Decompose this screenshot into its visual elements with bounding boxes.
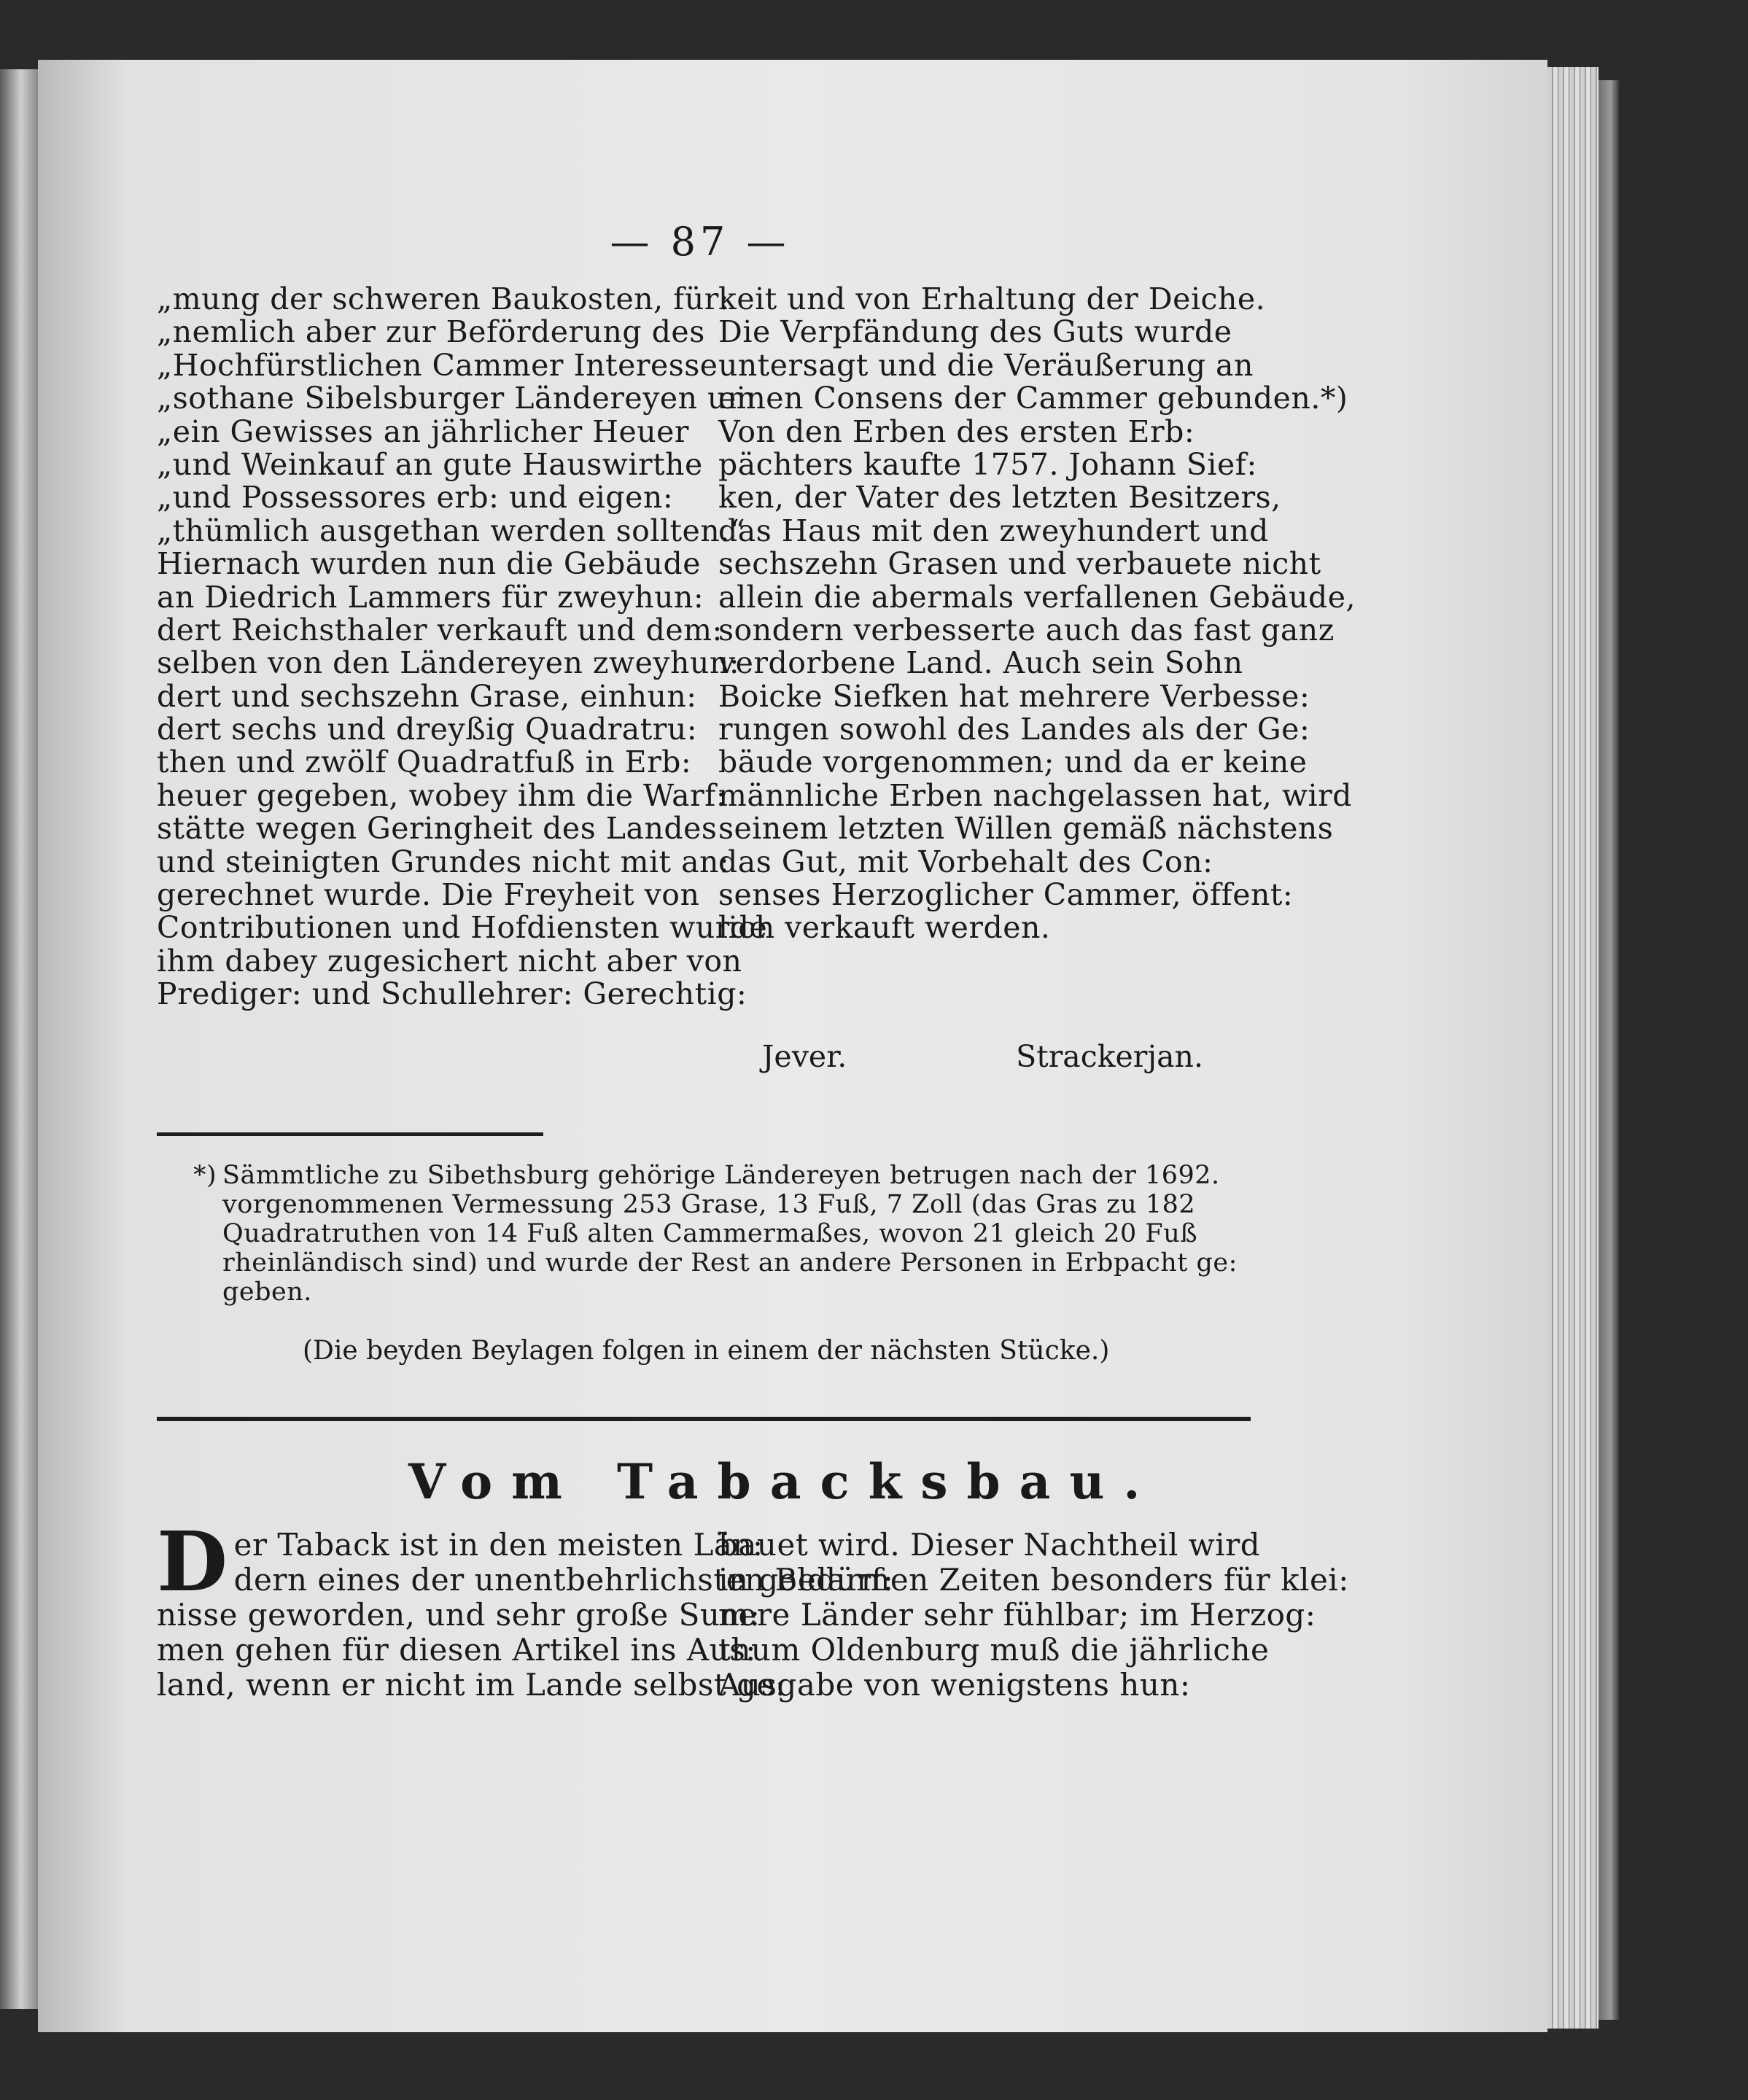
cover-edge	[1599, 80, 1619, 2020]
section-divider	[157, 1417, 1251, 1421]
page-number: — 87 —	[610, 219, 791, 265]
section-title: Vom Tabacksbau.	[408, 1453, 1159, 1510]
text-line: „thümlich ausgethan werden sollten.“	[157, 513, 746, 548]
text-line: nisse geworden, und sehr große Sum:	[157, 1597, 761, 1633]
signature-row	[762, 1039, 1203, 1076]
text-line: men gehen für diesen Artikel ins Aus:	[157, 1632, 756, 1668]
text-line: das Gut, mit Vorbehalt des Con:	[718, 844, 1213, 879]
text-line: Quadratruthen von 14 Fuß alten Cammermaßes, wovon 21 gleich 20 Fuß	[222, 1219, 1198, 1248]
text-line: nere Länder sehr fühlbar; im Herzog:	[718, 1597, 1316, 1633]
text-line: „Hochfürstlichen Cammer Interesse	[157, 347, 718, 383]
text-line: Die Verpfändung des Guts wurde	[718, 314, 1232, 350]
text-line: das Haus mit den zweyhundert und	[718, 513, 1269, 548]
text-line: dert und sechszehn Grase, einhun:	[157, 678, 697, 714]
text-line: ken, der Vater des letzten Besitzers,	[718, 480, 1281, 516]
text-line: thum Oldenburg muß die jährliche	[718, 1632, 1270, 1668]
text-line: Boicke Siefken hat mehrere Verbesse:	[718, 678, 1310, 714]
stacked-page-edges	[1547, 67, 1599, 2029]
text-line: und steinigten Grundes nicht mit an:	[157, 844, 730, 879]
footnote-divider	[157, 1132, 543, 1136]
text-line: then und zwölf Quadratfuß in Erb:	[157, 744, 692, 780]
text-line: dern eines der unentbehrlichsten Bedürf:	[233, 1562, 894, 1598]
right-column-bottom	[718, 1527, 1349, 1703]
left-column-top	[157, 281, 768, 1012]
text-line: land, wenn er nicht im Lande selbst ge:	[157, 1667, 786, 1703]
text-line: Von den Erben des ersten Erb:	[718, 413, 1195, 449]
text-line: Hiernach wurden nun die Gebäude	[157, 546, 702, 582]
footnote-lines	[222, 1161, 1243, 1307]
text-line: männliche Erben nachgelassen hat, wird	[718, 777, 1353, 813]
text-line: dert Reichsthaler verkauft und dem:	[157, 612, 723, 648]
footnote	[193, 1161, 1243, 1307]
text-line: bäude vorgenommen; und da er keine	[718, 744, 1308, 780]
text-line: keit und von Erhaltung der Deiche.	[718, 281, 1266, 316]
text-line: „ein Gewisses an jährlicher Heuer	[157, 413, 690, 449]
text-line: untersagt und die Veräußerung an	[718, 347, 1254, 383]
text-line: bauet wird. Dieser Nachtheil wird	[718, 1527, 1261, 1563]
text-line: heuer gegeben, wobey ihm die Warf:	[157, 777, 727, 813]
signature-place: Jever.	[762, 1039, 847, 1074]
text-line: an Diedrich Lammers für zweyhun:	[157, 579, 704, 615]
left-page-edge	[0, 69, 38, 2009]
first-line-text: er Taback ist in den meisten Län:	[233, 1527, 764, 1563]
text-line: „und Possessores erb: und eigen:	[157, 480, 674, 516]
text-line: seinem letzten Willen gemäß nächstens	[718, 811, 1334, 847]
text-line: rungen sowohl des Landes als der Ge:	[718, 712, 1310, 747]
text-line: „nemlich aber zur Beförderung des	[157, 314, 705, 350]
left-column-bottom	[157, 1514, 894, 1703]
text-line: selben von den Ländereyen zweyhun:	[157, 645, 740, 681]
text-line: Sämmtliche zu Sibethsburg gehörige Ländereyen betrugen nach der 1692.	[222, 1161, 1220, 1190]
text-line: gerechnet wurde. Die Freyheit von	[157, 877, 700, 913]
drop-cap: D	[157, 1514, 228, 1610]
text-line: pächters kaufte 1757. Johann Sief:	[718, 446, 1257, 482]
text-line: sechszehn Grasen und verbauete nicht	[718, 546, 1321, 582]
text-line: einen Consens der Cammer gebunden.*)	[718, 381, 1348, 416]
text-line: „und Weinkauf an gute Hauswirthe	[157, 446, 703, 482]
text-line: Ausgabe von wenigstens hun:	[718, 1667, 1191, 1703]
footnote-mark: *)	[193, 1161, 217, 1190]
text-line: Contributionen und Hofdiensten wurde	[157, 910, 768, 946]
right-column-top	[718, 281, 1356, 946]
text-line: ihm dabey zugesichert nicht aber von	[157, 943, 742, 979]
text-line: verdorbene Land. Auch sein Sohn	[718, 645, 1243, 681]
text-line: allein die abermals verfallenen Gebäude,	[718, 579, 1356, 615]
text-line: senses Herzoglicher Cammer, öffent:	[718, 877, 1294, 913]
text-line: lich verkauft werden.	[718, 910, 1051, 946]
left-column-bottom-lines	[157, 1562, 894, 1703]
text-line: geben.	[222, 1278, 312, 1307]
text-line: in geldarmen Zeiten besonders für klei:	[718, 1562, 1349, 1598]
text-line: „mung der schweren Baukosten, für:	[157, 281, 730, 316]
text-line: sondern verbesserte auch das fast ganz	[718, 612, 1335, 648]
text-line: „sothane Sibelsburger Ländereyen um	[157, 381, 756, 416]
text-line: vorgenommenen Vermessung 253 Grase, 13 Fuß, 7 Zoll (das Gras zu 182	[222, 1190, 1196, 1219]
text-line: Prediger: und Schullehrer: Gerechtig:	[157, 976, 747, 1012]
signature-name: Strackerjan.	[1016, 1039, 1203, 1074]
supplement-notice: (Die beyden Beylagen folgen in einem der nächsten Stücke.)	[303, 1336, 1110, 1366]
text-line: stätte wegen Geringheit des Landes	[157, 811, 718, 847]
text-line: dert sechs und dreyßig Quadratru:	[157, 712, 698, 747]
text-line: rheinländisch sind) und wurde der Rest an andere Personen in Erbpacht ge:	[222, 1248, 1238, 1278]
